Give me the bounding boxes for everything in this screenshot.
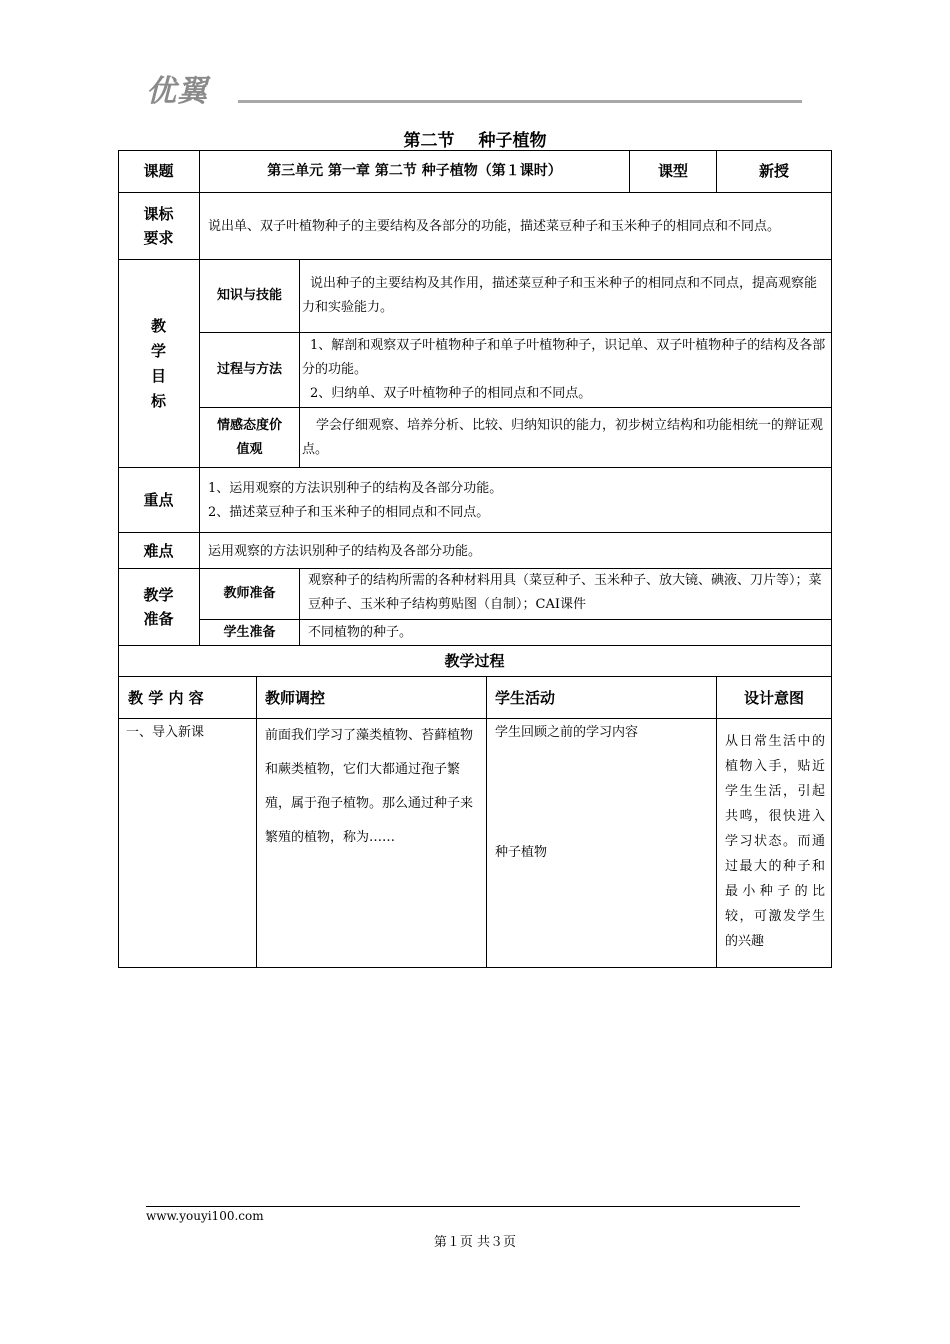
teacher-prep-text: 观察种子的结构所需的各种材料用具（菜豆种子、玉米种子、放大镜、碘液、刀片等）；菜豆种子、玉米种子结构剪贴图（自制）；CAI课件 — [300, 569, 832, 620]
process-method-label: 过程与方法 — [200, 333, 300, 408]
row-student — [487, 719, 717, 968]
process-method-text-2: 2、归纳单、双子叶植物种子的相同点和不同点。 — [310, 386, 592, 401]
brand-logo: 优翼 — [146, 74, 208, 109]
knowledge-label: 知识与技能 — [200, 260, 300, 333]
process-method-text — [300, 333, 832, 408]
difficult-point-label: 难点 — [118, 533, 200, 569]
standard-label — [118, 193, 200, 260]
attitude-label-line2: 值观 — [236, 441, 263, 457]
key-point-text-2: 2、描述菜豆种子和玉米种子的相同点和不同点。 — [208, 505, 490, 520]
goals-label-char-3: 目 — [150, 366, 166, 385]
goals-label — [118, 260, 200, 468]
attitude-label-line1: 情感态度价 — [216, 417, 282, 433]
row-student-text-1: 学生回顾之前的学习内容 — [495, 725, 639, 740]
student-prep-label: 学生准备 — [200, 620, 300, 646]
teacher-prep-label: 教师准备 — [200, 569, 300, 620]
teaching-process-title: 教学过程 — [118, 646, 832, 677]
col-header-intent: 设计意图 — [717, 677, 832, 719]
topic-label: 课题 — [118, 150, 200, 193]
title-section: 第二节 — [403, 131, 455, 151]
key-point-label: 重点 — [118, 468, 200, 533]
header-rule — [238, 100, 802, 103]
key-point-text-1: 1、运用观察的方法识别种子的结构及各部分功能。 — [208, 481, 503, 496]
prep-label — [118, 569, 200, 646]
goals-label-char-1: 教 — [150, 316, 166, 335]
topic-value: 第三单元 第一章 第二节 种子植物（第１课时） — [200, 150, 630, 193]
col-header-student: 学生活动 — [487, 677, 717, 719]
knowledge-text: 说出种子的主要结构及其作用，描述菜豆种子和玉米种子的相同点和不同点，提高观察能力和实验能力。 — [300, 260, 832, 333]
row-intent: 从日常生活中的植物入手，贴近学生生活，引起共鸣，很快进入学习状态。而通过最大的种子和最小种子的比较，可激发学生的兴趣 — [717, 719, 832, 968]
goals-label-char-4: 标 — [150, 391, 166, 410]
row-teacher: 前面我们学习了藻类植物、苔藓植物和蕨类植物，它们大都通过孢子繁殖，属于孢子植物。那么通过种子来繁殖的植物，称为…… — [257, 719, 487, 968]
standard-label-line2: 要求 — [143, 229, 174, 247]
key-point-text — [200, 468, 832, 533]
student-prep-text: 不同植物的种子。 — [300, 620, 832, 646]
footer-url: www.youyi100.com — [146, 1209, 264, 1223]
process-method-text-1: 1、解剖和观察双子叶植物种子和单子叶植物种子，识记单、双子叶植物种子的结构及各部分的功能。 — [302, 338, 826, 377]
standard-text: 说出单、双子叶植物种子的主要结构及各部分的功能，描述菜豆种子和玉米种子的相同点和不同点。 — [200, 193, 832, 260]
row-student-text-2: 种子植物 — [495, 845, 548, 860]
lesson-type-label: 课型 — [630, 150, 717, 193]
title-topic: 种子植物 — [478, 131, 547, 151]
row-content: 一、导入新课 — [118, 719, 257, 968]
goals-label-char-2: 学 — [150, 341, 166, 360]
lesson-type-value: 新授 — [717, 150, 832, 193]
prep-label-line1: 教学 — [143, 586, 174, 604]
col-header-content: 教 学 内 容 — [118, 677, 257, 719]
attitude-label — [200, 408, 300, 468]
prep-label-line2: 准备 — [143, 610, 174, 628]
difficult-point-text: 运用观察的方法识别种子的结构及各部分功能。 — [200, 533, 832, 569]
lesson-plan-table — [118, 150, 832, 968]
standard-label-line1: 课标 — [143, 205, 174, 223]
attitude-text: 学会仔细观察、培养分析、比较、归纳知识的能力，初步树立结构和功能相统一的辩证观点。 — [300, 408, 832, 468]
document-title — [0, 126, 950, 151]
col-header-teacher: 教师调控 — [257, 677, 487, 719]
page-number: 第１页 共３页 — [433, 1235, 517, 1250]
footer-rule — [146, 1206, 800, 1207]
